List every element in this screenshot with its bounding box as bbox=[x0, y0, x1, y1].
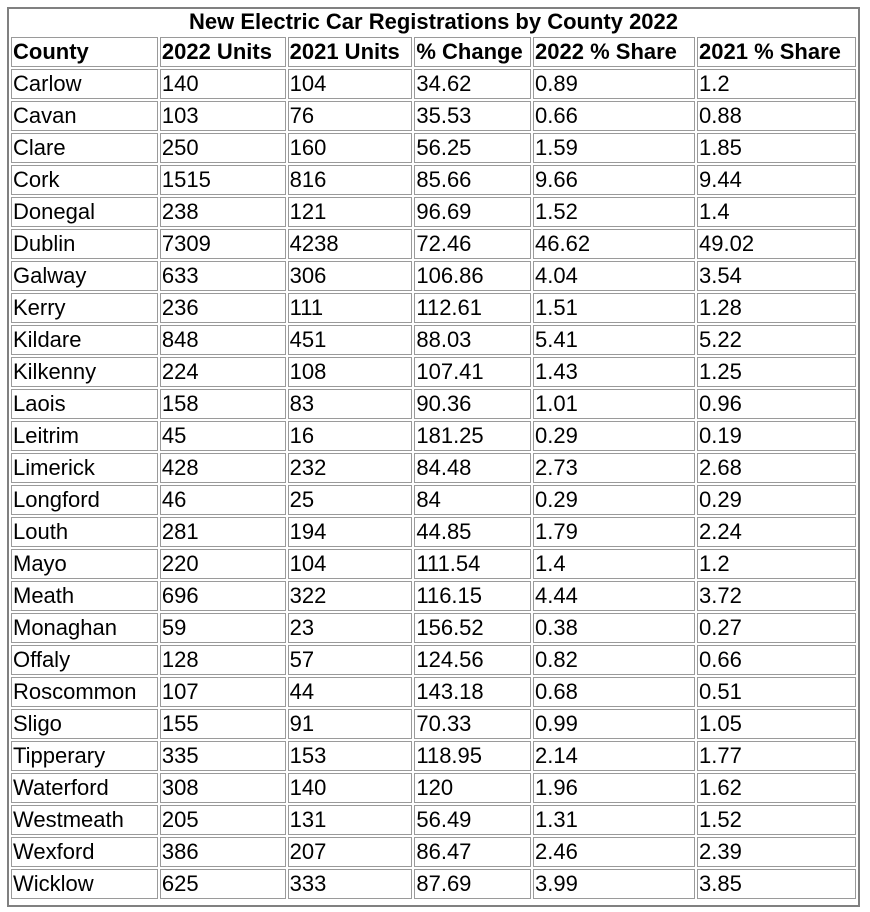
cell-units-2021: 4238 bbox=[288, 229, 413, 259]
cell-pct-change: 111.54 bbox=[414, 549, 531, 579]
cell-county: Wexford bbox=[11, 837, 158, 867]
cell-county: Dublin bbox=[11, 229, 158, 259]
cell-units-2022: 625 bbox=[160, 869, 286, 899]
cell-share-2022: 0.89 bbox=[533, 69, 695, 99]
cell-pct-change: 124.56 bbox=[414, 645, 531, 675]
cell-units-2022: 250 bbox=[160, 133, 286, 163]
cell-share-2022: 0.38 bbox=[533, 613, 695, 643]
cell-county: Carlow bbox=[11, 69, 158, 99]
cell-county: Cork bbox=[11, 165, 158, 195]
cell-pct-change: 34.62 bbox=[414, 69, 531, 99]
cell-pct-change: 70.33 bbox=[414, 709, 531, 739]
table-row bbox=[11, 581, 856, 611]
table-row bbox=[11, 101, 856, 131]
cell-share-2022: 0.29 bbox=[533, 485, 695, 515]
cell-share-2021: 0.66 bbox=[697, 645, 856, 675]
table-row bbox=[11, 677, 856, 707]
cell-county: Clare bbox=[11, 133, 158, 163]
cell-units-2021: 104 bbox=[288, 549, 413, 579]
cell-pct-change: 143.18 bbox=[414, 677, 531, 707]
cell-pct-change: 56.49 bbox=[414, 805, 531, 835]
cell-share-2022: 0.68 bbox=[533, 677, 695, 707]
table-row bbox=[11, 805, 856, 835]
cell-units-2021: 57 bbox=[288, 645, 413, 675]
cell-share-2021: 9.44 bbox=[697, 165, 856, 195]
cell-share-2021: 1.28 bbox=[697, 293, 856, 323]
table-row bbox=[11, 229, 856, 259]
table-row bbox=[11, 69, 856, 99]
cell-units-2021: 25 bbox=[288, 485, 413, 515]
cell-share-2022: 4.04 bbox=[533, 261, 695, 291]
column-header-units-2022: 2022 Units bbox=[160, 37, 286, 67]
cell-county: Sligo bbox=[11, 709, 158, 739]
cell-units-2022: 107 bbox=[160, 677, 286, 707]
cell-pct-change: 120 bbox=[414, 773, 531, 803]
cell-share-2021: 0.88 bbox=[697, 101, 856, 131]
cell-units-2022: 238 bbox=[160, 197, 286, 227]
cell-units-2021: 76 bbox=[288, 101, 413, 131]
cell-county: Kerry bbox=[11, 293, 158, 323]
cell-units-2022: 633 bbox=[160, 261, 286, 291]
cell-county: Kildare bbox=[11, 325, 158, 355]
cell-county: Donegal bbox=[11, 197, 158, 227]
table-row bbox=[11, 709, 856, 739]
cell-share-2021: 3.54 bbox=[697, 261, 856, 291]
header-row bbox=[11, 37, 856, 67]
cell-pct-change: 86.47 bbox=[414, 837, 531, 867]
cell-pct-change: 156.52 bbox=[414, 613, 531, 643]
cell-units-2021: 111 bbox=[288, 293, 413, 323]
cell-county: Wicklow bbox=[11, 869, 158, 899]
cell-share-2021: 0.19 bbox=[697, 421, 856, 451]
cell-units-2022: 205 bbox=[160, 805, 286, 835]
cell-share-2022: 1.51 bbox=[533, 293, 695, 323]
table-row bbox=[11, 293, 856, 323]
cell-units-2021: 108 bbox=[288, 357, 413, 387]
cell-share-2021: 0.51 bbox=[697, 677, 856, 707]
cell-units-2021: 121 bbox=[288, 197, 413, 227]
cell-units-2022: 59 bbox=[160, 613, 286, 643]
cell-share-2022: 9.66 bbox=[533, 165, 695, 195]
cell-share-2021: 1.52 bbox=[697, 805, 856, 835]
cell-share-2021: 1.4 bbox=[697, 197, 856, 227]
cell-units-2022: 158 bbox=[160, 389, 286, 419]
table-row bbox=[11, 133, 856, 163]
table-row bbox=[11, 389, 856, 419]
registrations-table-container bbox=[7, 7, 860, 907]
cell-pct-change: 90.36 bbox=[414, 389, 531, 419]
cell-units-2022: 155 bbox=[160, 709, 286, 739]
cell-share-2021: 3.85 bbox=[697, 869, 856, 899]
cell-units-2021: 16 bbox=[288, 421, 413, 451]
cell-share-2021: 0.96 bbox=[697, 389, 856, 419]
cell-county: Galway bbox=[11, 261, 158, 291]
cell-share-2022: 1.43 bbox=[533, 357, 695, 387]
cell-units-2021: 160 bbox=[288, 133, 413, 163]
cell-share-2022: 1.79 bbox=[533, 517, 695, 547]
cell-county: Monaghan bbox=[11, 613, 158, 643]
cell-share-2022: 1.4 bbox=[533, 549, 695, 579]
cell-share-2022: 2.46 bbox=[533, 837, 695, 867]
table-row bbox=[11, 517, 856, 547]
cell-pct-change: 35.53 bbox=[414, 101, 531, 131]
cell-share-2021: 1.62 bbox=[697, 773, 856, 803]
cell-county: Limerick bbox=[11, 453, 158, 483]
cell-share-2021: 49.02 bbox=[697, 229, 856, 259]
cell-county: Meath bbox=[11, 581, 158, 611]
cell-units-2021: 207 bbox=[288, 837, 413, 867]
cell-share-2022: 2.73 bbox=[533, 453, 695, 483]
cell-units-2022: 128 bbox=[160, 645, 286, 675]
cell-pct-change: 107.41 bbox=[414, 357, 531, 387]
cell-pct-change: 87.69 bbox=[414, 869, 531, 899]
cell-units-2022: 696 bbox=[160, 581, 286, 611]
cell-pct-change: 116.15 bbox=[414, 581, 531, 611]
cell-units-2022: 308 bbox=[160, 773, 286, 803]
table-row bbox=[11, 165, 856, 195]
cell-units-2022: 428 bbox=[160, 453, 286, 483]
cell-county: Offaly bbox=[11, 645, 158, 675]
cell-county: Waterford bbox=[11, 773, 158, 803]
table-row bbox=[11, 773, 856, 803]
cell-share-2022: 4.44 bbox=[533, 581, 695, 611]
cell-share-2022: 5.41 bbox=[533, 325, 695, 355]
cell-units-2022: 335 bbox=[160, 741, 286, 771]
cell-county: Louth bbox=[11, 517, 158, 547]
cell-pct-change: 44.85 bbox=[414, 517, 531, 547]
cell-county: Roscommon bbox=[11, 677, 158, 707]
cell-pct-change: 56.25 bbox=[414, 133, 531, 163]
cell-share-2022: 0.29 bbox=[533, 421, 695, 451]
cell-pct-change: 84.48 bbox=[414, 453, 531, 483]
table-row bbox=[11, 741, 856, 771]
cell-share-2022: 2.14 bbox=[533, 741, 695, 771]
cell-units-2021: 232 bbox=[288, 453, 413, 483]
cell-units-2021: 104 bbox=[288, 69, 413, 99]
cell-units-2021: 322 bbox=[288, 581, 413, 611]
table-row bbox=[11, 549, 856, 579]
column-header-share-2021: 2021 % Share bbox=[697, 37, 856, 67]
cell-share-2021: 2.68 bbox=[697, 453, 856, 483]
column-header-share-2022: 2022 % Share bbox=[533, 37, 695, 67]
cell-county: Tipperary bbox=[11, 741, 158, 771]
cell-units-2021: 333 bbox=[288, 869, 413, 899]
column-header-county: County bbox=[11, 37, 158, 67]
cell-share-2022: 1.01 bbox=[533, 389, 695, 419]
table-row bbox=[11, 421, 856, 451]
cell-share-2021: 1.05 bbox=[697, 709, 856, 739]
cell-share-2022: 1.52 bbox=[533, 197, 695, 227]
table-row bbox=[11, 357, 856, 387]
cell-share-2022: 0.82 bbox=[533, 645, 695, 675]
cell-share-2022: 0.66 bbox=[533, 101, 695, 131]
cell-share-2021: 0.29 bbox=[697, 485, 856, 515]
cell-county: Westmeath bbox=[11, 805, 158, 835]
cell-pct-change: 85.66 bbox=[414, 165, 531, 195]
cell-units-2021: 83 bbox=[288, 389, 413, 419]
table-row bbox=[11, 197, 856, 227]
cell-county: Longford bbox=[11, 485, 158, 515]
cell-units-2021: 131 bbox=[288, 805, 413, 835]
cell-units-2022: 848 bbox=[160, 325, 286, 355]
cell-units-2022: 224 bbox=[160, 357, 286, 387]
cell-share-2021: 2.39 bbox=[697, 837, 856, 867]
cell-share-2021: 1.25 bbox=[697, 357, 856, 387]
cell-units-2021: 194 bbox=[288, 517, 413, 547]
cell-county: Cavan bbox=[11, 101, 158, 131]
cell-units-2022: 46 bbox=[160, 485, 286, 515]
cell-pct-change: 112.61 bbox=[414, 293, 531, 323]
cell-units-2021: 816 bbox=[288, 165, 413, 195]
table-row bbox=[11, 261, 856, 291]
cell-share-2021: 1.85 bbox=[697, 133, 856, 163]
cell-pct-change: 72.46 bbox=[414, 229, 531, 259]
cell-units-2021: 306 bbox=[288, 261, 413, 291]
cell-units-2021: 91 bbox=[288, 709, 413, 739]
cell-units-2021: 44 bbox=[288, 677, 413, 707]
cell-share-2022: 1.96 bbox=[533, 773, 695, 803]
cell-units-2021: 153 bbox=[288, 741, 413, 771]
column-header-units-2021: 2021 Units bbox=[288, 37, 413, 67]
cell-county: Leitrim bbox=[11, 421, 158, 451]
cell-share-2022: 3.99 bbox=[533, 869, 695, 899]
cell-pct-change: 84 bbox=[414, 485, 531, 515]
cell-pct-change: 118.95 bbox=[414, 741, 531, 771]
cell-share-2022: 46.62 bbox=[533, 229, 695, 259]
cell-units-2022: 220 bbox=[160, 549, 286, 579]
cell-units-2022: 281 bbox=[160, 517, 286, 547]
cell-units-2021: 451 bbox=[288, 325, 413, 355]
registrations-table bbox=[9, 9, 858, 901]
table-row bbox=[11, 613, 856, 643]
cell-share-2022: 1.31 bbox=[533, 805, 695, 835]
table-row bbox=[11, 837, 856, 867]
table-row bbox=[11, 325, 856, 355]
table-row bbox=[11, 645, 856, 675]
cell-county: Mayo bbox=[11, 549, 158, 579]
cell-share-2021: 1.77 bbox=[697, 741, 856, 771]
cell-share-2021: 0.27 bbox=[697, 613, 856, 643]
cell-share-2021: 3.72 bbox=[697, 581, 856, 611]
cell-pct-change: 181.25 bbox=[414, 421, 531, 451]
table-row bbox=[11, 453, 856, 483]
cell-share-2021: 1.2 bbox=[697, 69, 856, 99]
cell-share-2022: 0.99 bbox=[533, 709, 695, 739]
cell-units-2022: 140 bbox=[160, 69, 286, 99]
cell-units-2022: 7309 bbox=[160, 229, 286, 259]
cell-pct-change: 88.03 bbox=[414, 325, 531, 355]
cell-units-2021: 23 bbox=[288, 613, 413, 643]
cell-units-2022: 386 bbox=[160, 837, 286, 867]
cell-units-2022: 103 bbox=[160, 101, 286, 131]
cell-pct-change: 106.86 bbox=[414, 261, 531, 291]
column-header-pct-change: % Change bbox=[414, 37, 531, 67]
cell-county: Kilkenny bbox=[11, 357, 158, 387]
cell-units-2022: 236 bbox=[160, 293, 286, 323]
cell-units-2021: 140 bbox=[288, 773, 413, 803]
cell-units-2022: 1515 bbox=[160, 165, 286, 195]
table-title: New Electric Car Registrations by County 2022 bbox=[188, 9, 679, 34]
table-row bbox=[11, 869, 856, 899]
cell-units-2022: 45 bbox=[160, 421, 286, 451]
cell-share-2022: 1.59 bbox=[533, 133, 695, 163]
cell-pct-change: 96.69 bbox=[414, 197, 531, 227]
cell-share-2021: 2.24 bbox=[697, 517, 856, 547]
cell-share-2021: 1.2 bbox=[697, 549, 856, 579]
cell-share-2021: 5.22 bbox=[697, 325, 856, 355]
cell-county: Laois bbox=[11, 389, 158, 419]
table-body bbox=[11, 69, 856, 899]
table-row bbox=[11, 485, 856, 515]
